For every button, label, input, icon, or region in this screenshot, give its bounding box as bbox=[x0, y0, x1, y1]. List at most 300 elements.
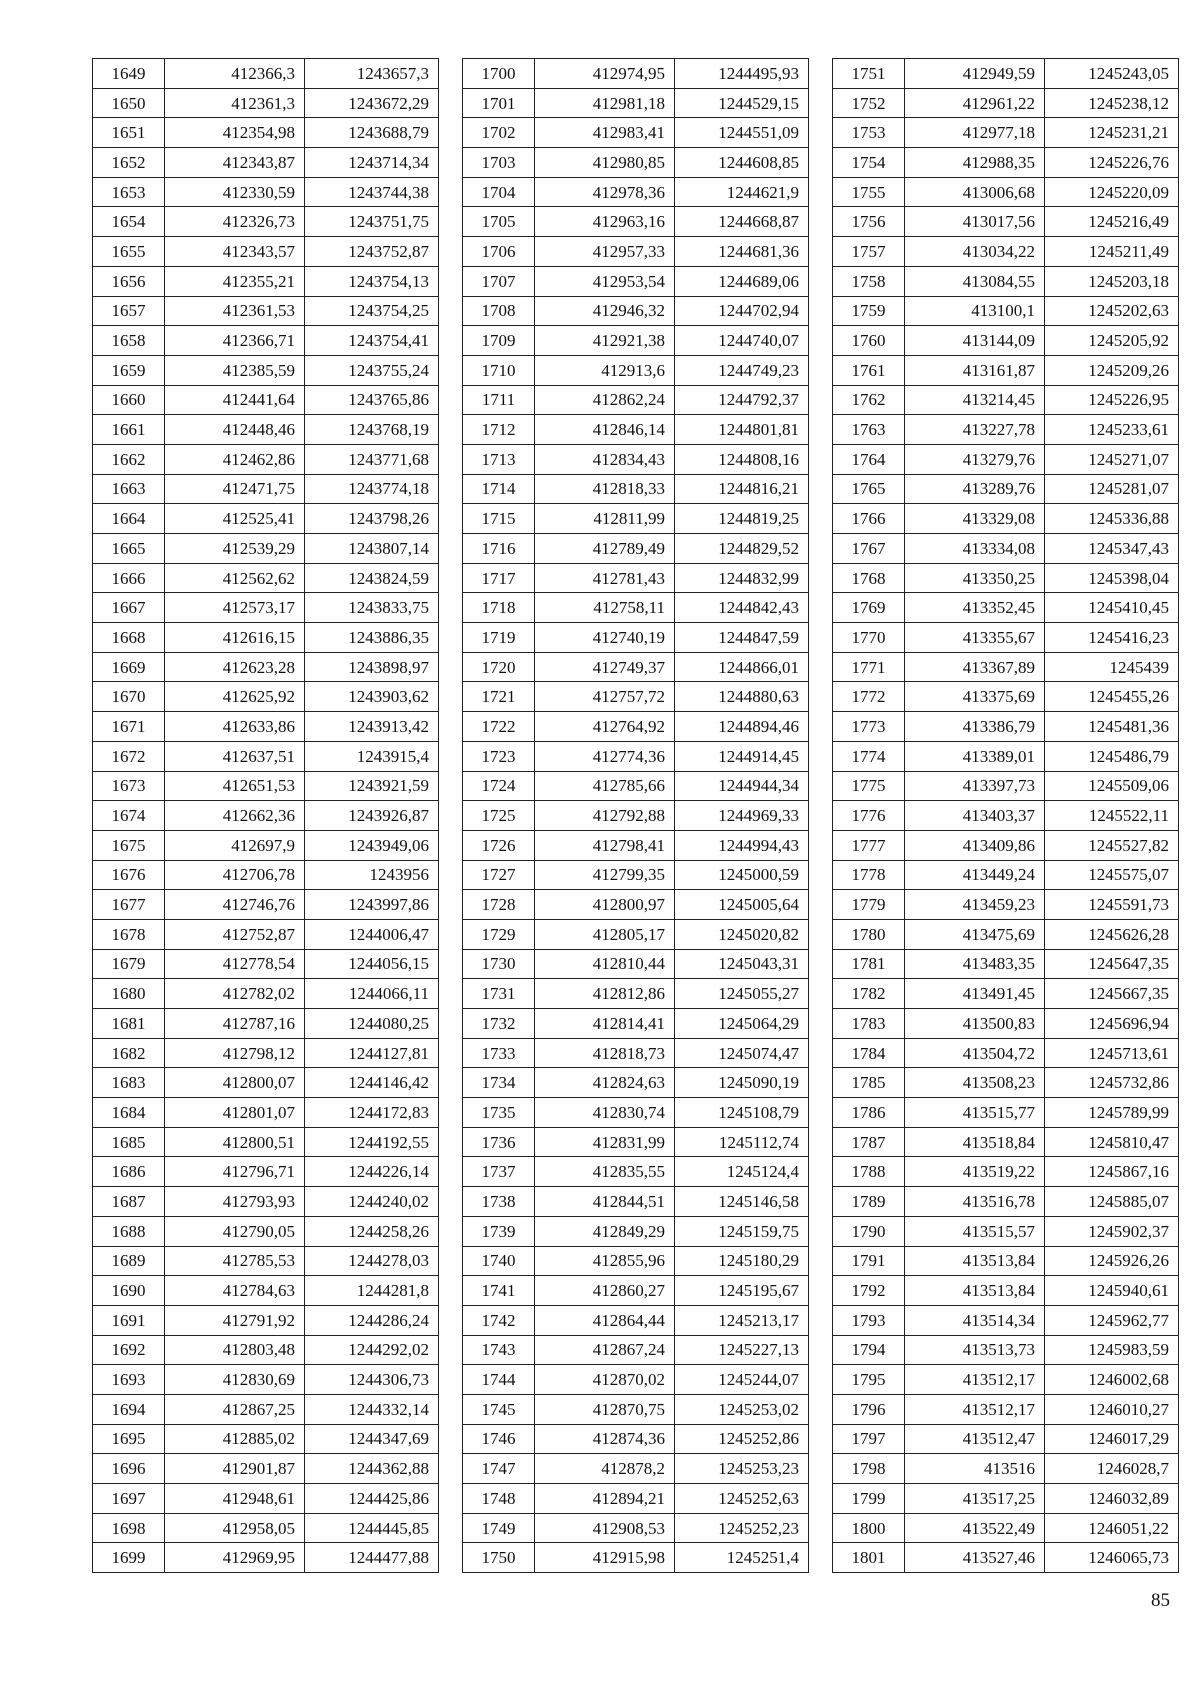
x-coordinate-cell: 412988,35 bbox=[905, 148, 1045, 178]
point-number-cell: 1709 bbox=[463, 326, 535, 356]
point-number-cell: 1652 bbox=[93, 148, 165, 178]
point-number-cell: 1756 bbox=[833, 207, 905, 237]
point-number-cell: 1721 bbox=[463, 682, 535, 712]
table-row bbox=[93, 1127, 439, 1157]
point-number-cell: 1717 bbox=[463, 563, 535, 593]
point-number-cell: 1656 bbox=[93, 266, 165, 296]
table-row bbox=[93, 237, 439, 267]
x-coordinate-cell: 412758,11 bbox=[535, 593, 675, 623]
table-row bbox=[833, 1365, 1179, 1395]
y-coordinate-cell: 1245696,94 bbox=[1045, 1009, 1179, 1039]
point-number-cell: 1745 bbox=[463, 1394, 535, 1424]
table-row bbox=[463, 682, 809, 712]
table-row bbox=[833, 177, 1179, 207]
point-number-cell: 1682 bbox=[93, 1038, 165, 1068]
table-row bbox=[463, 296, 809, 326]
table-row bbox=[833, 712, 1179, 742]
point-number-cell: 1710 bbox=[463, 355, 535, 385]
table-row bbox=[93, 623, 439, 653]
table-row bbox=[93, 1009, 439, 1039]
y-coordinate-cell: 1243898,97 bbox=[305, 652, 439, 682]
point-number-cell: 1714 bbox=[463, 474, 535, 504]
point-number-cell: 1781 bbox=[833, 949, 905, 979]
table-row bbox=[93, 1305, 439, 1335]
table-row bbox=[833, 88, 1179, 118]
y-coordinate-cell: 1244914,45 bbox=[675, 741, 809, 771]
y-coordinate-cell: 1244880,63 bbox=[675, 682, 809, 712]
point-number-cell: 1736 bbox=[463, 1127, 535, 1157]
table-row bbox=[93, 385, 439, 415]
point-number-cell: 1681 bbox=[93, 1009, 165, 1039]
y-coordinate-cell: 1244080,25 bbox=[305, 1009, 439, 1039]
x-coordinate-cell: 413500,83 bbox=[905, 1009, 1045, 1039]
point-number-cell: 1665 bbox=[93, 534, 165, 564]
point-number-cell: 1667 bbox=[93, 593, 165, 623]
y-coordinate-cell: 1245522,11 bbox=[1045, 801, 1179, 831]
y-coordinate-cell: 1245005,64 bbox=[675, 890, 809, 920]
table-row bbox=[463, 1365, 809, 1395]
y-coordinate-cell: 1243997,86 bbox=[305, 890, 439, 920]
x-coordinate-cell: 413522,49 bbox=[905, 1513, 1045, 1543]
point-number-cell: 1687 bbox=[93, 1187, 165, 1217]
table-row bbox=[463, 801, 809, 831]
table-row bbox=[93, 1157, 439, 1187]
y-coordinate-cell: 1244278,03 bbox=[305, 1246, 439, 1276]
table-row bbox=[93, 415, 439, 445]
y-coordinate-cell: 1243903,62 bbox=[305, 682, 439, 712]
table-row bbox=[833, 860, 1179, 890]
table-row bbox=[833, 148, 1179, 178]
table-row bbox=[833, 444, 1179, 474]
point-number-cell: 1658 bbox=[93, 326, 165, 356]
table-row bbox=[833, 801, 1179, 831]
x-coordinate-cell: 412831,99 bbox=[535, 1127, 675, 1157]
y-coordinate-cell: 1244529,15 bbox=[675, 88, 809, 118]
x-coordinate-cell: 412366,71 bbox=[165, 326, 305, 356]
y-coordinate-cell: 1245090,19 bbox=[675, 1068, 809, 1098]
x-coordinate-cell: 412573,17 bbox=[165, 593, 305, 623]
point-number-cell: 1672 bbox=[93, 741, 165, 771]
point-number-cell: 1758 bbox=[833, 266, 905, 296]
y-coordinate-cell: 1245226,76 bbox=[1045, 148, 1179, 178]
table-row bbox=[93, 148, 439, 178]
point-number-cell: 1685 bbox=[93, 1127, 165, 1157]
y-coordinate-cell: 1245253,23 bbox=[675, 1454, 809, 1484]
y-coordinate-cell: 1245902,37 bbox=[1045, 1216, 1179, 1246]
point-number-cell: 1786 bbox=[833, 1098, 905, 1128]
table-row bbox=[463, 59, 809, 89]
y-coordinate-cell: 1244866,01 bbox=[675, 652, 809, 682]
point-number-cell: 1773 bbox=[833, 712, 905, 742]
x-coordinate-cell: 412343,87 bbox=[165, 148, 305, 178]
table-body bbox=[833, 59, 1179, 1573]
point-number-cell: 1770 bbox=[833, 623, 905, 653]
table-row bbox=[93, 1098, 439, 1128]
point-number-cell: 1719 bbox=[463, 623, 535, 653]
point-number-cell: 1699 bbox=[93, 1543, 165, 1573]
y-coordinate-cell: 1243824,59 bbox=[305, 563, 439, 593]
point-number-cell: 1706 bbox=[463, 237, 535, 267]
x-coordinate-cell: 413375,69 bbox=[905, 682, 1045, 712]
point-number-cell: 1712 bbox=[463, 415, 535, 445]
x-coordinate-cell: 412830,69 bbox=[165, 1365, 305, 1395]
y-coordinate-cell: 1245000,59 bbox=[675, 860, 809, 890]
table-row bbox=[93, 1424, 439, 1454]
table-row bbox=[463, 830, 809, 860]
y-coordinate-cell: 1245983,59 bbox=[1045, 1335, 1179, 1365]
point-number-cell: 1763 bbox=[833, 415, 905, 445]
x-coordinate-cell: 413512,17 bbox=[905, 1394, 1045, 1424]
x-coordinate-cell: 413084,55 bbox=[905, 266, 1045, 296]
point-number-cell: 1722 bbox=[463, 712, 535, 742]
y-coordinate-cell: 1243744,38 bbox=[305, 177, 439, 207]
x-coordinate-cell: 412961,22 bbox=[905, 88, 1045, 118]
y-coordinate-cell: 1244689,06 bbox=[675, 266, 809, 296]
x-coordinate-cell: 412782,02 bbox=[165, 979, 305, 1009]
table-row bbox=[833, 266, 1179, 296]
x-coordinate-cell: 413513,73 bbox=[905, 1335, 1045, 1365]
point-number-cell: 1742 bbox=[463, 1305, 535, 1335]
x-coordinate-cell: 412385,59 bbox=[165, 355, 305, 385]
point-number-cell: 1777 bbox=[833, 830, 905, 860]
point-number-cell: 1764 bbox=[833, 444, 905, 474]
x-coordinate-cell: 412969,95 bbox=[165, 1543, 305, 1573]
x-coordinate-cell: 412787,16 bbox=[165, 1009, 305, 1039]
point-number-cell: 1738 bbox=[463, 1187, 535, 1217]
table-row bbox=[93, 1513, 439, 1543]
table-row bbox=[93, 593, 439, 623]
table-row bbox=[833, 682, 1179, 712]
x-coordinate-cell: 413475,69 bbox=[905, 919, 1045, 949]
y-coordinate-cell: 1243751,75 bbox=[305, 207, 439, 237]
x-coordinate-cell: 413513,84 bbox=[905, 1246, 1045, 1276]
y-coordinate-cell: 1243798,26 bbox=[305, 504, 439, 534]
y-coordinate-cell: 1244808,16 bbox=[675, 444, 809, 474]
x-coordinate-cell: 412361,3 bbox=[165, 88, 305, 118]
y-coordinate-cell: 1243886,35 bbox=[305, 623, 439, 653]
y-coordinate-cell: 1245591,73 bbox=[1045, 890, 1179, 920]
table-row bbox=[93, 563, 439, 593]
table-row bbox=[93, 1276, 439, 1306]
y-coordinate-cell: 1245043,31 bbox=[675, 949, 809, 979]
point-number-cell: 1670 bbox=[93, 682, 165, 712]
point-number-cell: 1718 bbox=[463, 593, 535, 623]
x-coordinate-cell: 412784,63 bbox=[165, 1276, 305, 1306]
y-coordinate-cell: 1243915,4 bbox=[305, 741, 439, 771]
x-coordinate-cell: 412908,53 bbox=[535, 1513, 675, 1543]
table-row bbox=[463, 474, 809, 504]
table-row bbox=[463, 919, 809, 949]
y-coordinate-cell: 1245233,61 bbox=[1045, 415, 1179, 445]
table-row bbox=[463, 1068, 809, 1098]
point-number-cell: 1707 bbox=[463, 266, 535, 296]
y-coordinate-cell: 1244842,43 bbox=[675, 593, 809, 623]
table-row bbox=[463, 1216, 809, 1246]
table-row bbox=[833, 741, 1179, 771]
x-coordinate-cell: 412980,85 bbox=[535, 148, 675, 178]
x-coordinate-cell: 412870,02 bbox=[535, 1365, 675, 1395]
point-number-cell: 1705 bbox=[463, 207, 535, 237]
table-row bbox=[93, 919, 439, 949]
x-coordinate-cell: 412830,74 bbox=[535, 1098, 675, 1128]
y-coordinate-cell: 1244551,09 bbox=[675, 118, 809, 148]
x-coordinate-cell: 412651,53 bbox=[165, 771, 305, 801]
y-coordinate-cell: 1244847,59 bbox=[675, 623, 809, 653]
table-row bbox=[463, 1335, 809, 1365]
table-row bbox=[463, 1246, 809, 1276]
table-row bbox=[93, 979, 439, 1009]
x-coordinate-cell: 413409,86 bbox=[905, 830, 1045, 860]
y-coordinate-cell: 1245481,36 bbox=[1045, 712, 1179, 742]
point-number-cell: 1703 bbox=[463, 148, 535, 178]
y-coordinate-cell: 1245347,43 bbox=[1045, 534, 1179, 564]
y-coordinate-cell: 1243833,75 bbox=[305, 593, 439, 623]
y-coordinate-cell: 1243657,3 bbox=[305, 59, 439, 89]
y-coordinate-cell: 1243926,87 bbox=[305, 801, 439, 831]
table-row bbox=[93, 771, 439, 801]
table-row bbox=[833, 1513, 1179, 1543]
point-number-cell: 1690 bbox=[93, 1276, 165, 1306]
x-coordinate-cell: 413034,22 bbox=[905, 237, 1045, 267]
y-coordinate-cell: 1245209,26 bbox=[1045, 355, 1179, 385]
x-coordinate-cell: 412343,57 bbox=[165, 237, 305, 267]
table-row bbox=[463, 534, 809, 564]
y-coordinate-cell: 1245867,16 bbox=[1045, 1157, 1179, 1187]
x-coordinate-cell: 412812,86 bbox=[535, 979, 675, 1009]
y-coordinate-cell: 1245180,29 bbox=[675, 1246, 809, 1276]
point-number-cell: 1789 bbox=[833, 1187, 905, 1217]
x-coordinate-cell: 412957,33 bbox=[535, 237, 675, 267]
table-row bbox=[463, 979, 809, 1009]
point-number-cell: 1676 bbox=[93, 860, 165, 890]
x-coordinate-cell: 412846,14 bbox=[535, 415, 675, 445]
y-coordinate-cell: 1245626,28 bbox=[1045, 919, 1179, 949]
table-row bbox=[833, 890, 1179, 920]
y-coordinate-cell: 1244332,14 bbox=[305, 1394, 439, 1424]
point-number-cell: 1729 bbox=[463, 919, 535, 949]
point-number-cell: 1666 bbox=[93, 563, 165, 593]
point-number-cell: 1791 bbox=[833, 1246, 905, 1276]
table-row bbox=[833, 771, 1179, 801]
table-row bbox=[833, 1068, 1179, 1098]
x-coordinate-cell: 412740,19 bbox=[535, 623, 675, 653]
point-number-cell: 1768 bbox=[833, 563, 905, 593]
y-coordinate-cell: 1244994,43 bbox=[675, 830, 809, 860]
y-coordinate-cell: 1245243,05 bbox=[1045, 59, 1179, 89]
y-coordinate-cell: 1244801,81 bbox=[675, 415, 809, 445]
point-number-cell: 1782 bbox=[833, 979, 905, 1009]
x-coordinate-cell: 412849,29 bbox=[535, 1216, 675, 1246]
point-number-cell: 1691 bbox=[93, 1305, 165, 1335]
point-number-cell: 1796 bbox=[833, 1394, 905, 1424]
x-coordinate-cell: 413515,77 bbox=[905, 1098, 1045, 1128]
table-row bbox=[833, 207, 1179, 237]
y-coordinate-cell: 1244621,9 bbox=[675, 177, 809, 207]
table-row bbox=[93, 949, 439, 979]
table-row bbox=[463, 1038, 809, 1068]
y-coordinate-cell: 1245252,23 bbox=[675, 1513, 809, 1543]
y-coordinate-cell: 1244792,37 bbox=[675, 385, 809, 415]
point-number-cell: 1735 bbox=[463, 1098, 535, 1128]
y-coordinate-cell: 1244258,26 bbox=[305, 1216, 439, 1246]
table-row bbox=[463, 326, 809, 356]
table-row bbox=[93, 118, 439, 148]
table-row bbox=[93, 88, 439, 118]
point-number-cell: 1663 bbox=[93, 474, 165, 504]
table-row bbox=[463, 1127, 809, 1157]
point-number-cell: 1787 bbox=[833, 1127, 905, 1157]
table-row bbox=[93, 890, 439, 920]
y-coordinate-cell: 1245244,07 bbox=[675, 1365, 809, 1395]
table-row bbox=[833, 1276, 1179, 1306]
y-coordinate-cell: 1244749,23 bbox=[675, 355, 809, 385]
table-row bbox=[463, 266, 809, 296]
table-row bbox=[93, 296, 439, 326]
point-number-cell: 1711 bbox=[463, 385, 535, 415]
table-row bbox=[833, 504, 1179, 534]
point-number-cell: 1715 bbox=[463, 504, 535, 534]
x-coordinate-cell: 412746,76 bbox=[165, 890, 305, 920]
x-coordinate-cell: 412948,61 bbox=[165, 1484, 305, 1514]
y-coordinate-cell: 1245575,07 bbox=[1045, 860, 1179, 890]
x-coordinate-cell: 412855,96 bbox=[535, 1246, 675, 1276]
point-number-cell: 1708 bbox=[463, 296, 535, 326]
table-row bbox=[93, 741, 439, 771]
y-coordinate-cell: 1244281,8 bbox=[305, 1276, 439, 1306]
x-coordinate-cell: 413508,23 bbox=[905, 1068, 1045, 1098]
point-number-cell: 1757 bbox=[833, 237, 905, 267]
table-row bbox=[833, 563, 1179, 593]
y-coordinate-cell: 1245789,99 bbox=[1045, 1098, 1179, 1128]
x-coordinate-cell: 412562,62 bbox=[165, 563, 305, 593]
x-coordinate-cell: 412958,05 bbox=[165, 1513, 305, 1543]
x-coordinate-cell: 413352,45 bbox=[905, 593, 1045, 623]
table-row bbox=[463, 1009, 809, 1039]
x-coordinate-cell: 413355,67 bbox=[905, 623, 1045, 653]
point-number-cell: 1760 bbox=[833, 326, 905, 356]
point-number-cell: 1695 bbox=[93, 1424, 165, 1454]
y-coordinate-cell: 1245020,82 bbox=[675, 919, 809, 949]
point-number-cell: 1694 bbox=[93, 1394, 165, 1424]
x-coordinate-cell: 412471,75 bbox=[165, 474, 305, 504]
x-coordinate-cell: 413389,01 bbox=[905, 741, 1045, 771]
point-number-cell: 1767 bbox=[833, 534, 905, 564]
point-number-cell: 1739 bbox=[463, 1216, 535, 1246]
point-number-cell: 1799 bbox=[833, 1484, 905, 1514]
table-row bbox=[463, 1098, 809, 1128]
point-number-cell: 1753 bbox=[833, 118, 905, 148]
y-coordinate-cell: 1245410,45 bbox=[1045, 593, 1179, 623]
table-row bbox=[93, 1394, 439, 1424]
table-row bbox=[93, 326, 439, 356]
table-row bbox=[463, 771, 809, 801]
x-coordinate-cell: 412539,29 bbox=[165, 534, 305, 564]
point-number-cell: 1683 bbox=[93, 1068, 165, 1098]
y-coordinate-cell: 1246010,27 bbox=[1045, 1394, 1179, 1424]
table-row bbox=[463, 1157, 809, 1187]
point-number-cell: 1684 bbox=[93, 1098, 165, 1128]
y-coordinate-cell: 1245227,13 bbox=[675, 1335, 809, 1365]
table-row bbox=[833, 830, 1179, 860]
y-coordinate-cell: 1245962,77 bbox=[1045, 1305, 1179, 1335]
y-coordinate-cell: 1245271,07 bbox=[1045, 444, 1179, 474]
table-row bbox=[93, 712, 439, 742]
point-number-cell: 1649 bbox=[93, 59, 165, 89]
point-number-cell: 1726 bbox=[463, 830, 535, 860]
coordinates-table-1 bbox=[92, 58, 439, 1573]
point-number-cell: 1720 bbox=[463, 652, 535, 682]
y-coordinate-cell: 1244944,34 bbox=[675, 771, 809, 801]
point-number-cell: 1674 bbox=[93, 801, 165, 831]
table-row bbox=[463, 385, 809, 415]
x-coordinate-cell: 413397,73 bbox=[905, 771, 1045, 801]
y-coordinate-cell: 1245108,79 bbox=[675, 1098, 809, 1128]
y-coordinate-cell: 1246065,73 bbox=[1045, 1543, 1179, 1573]
point-number-cell: 1673 bbox=[93, 771, 165, 801]
table-row bbox=[833, 237, 1179, 267]
x-coordinate-cell: 412789,49 bbox=[535, 534, 675, 564]
point-number-cell: 1795 bbox=[833, 1365, 905, 1395]
x-coordinate-cell: 412981,18 bbox=[535, 88, 675, 118]
y-coordinate-cell: 1243771,68 bbox=[305, 444, 439, 474]
point-number-cell: 1741 bbox=[463, 1276, 535, 1306]
y-coordinate-cell: 1243755,24 bbox=[305, 355, 439, 385]
y-coordinate-cell: 1245253,02 bbox=[675, 1394, 809, 1424]
x-coordinate-cell: 412799,35 bbox=[535, 860, 675, 890]
x-coordinate-cell: 412462,86 bbox=[165, 444, 305, 474]
y-coordinate-cell: 1244894,46 bbox=[675, 712, 809, 742]
x-coordinate-cell: 413386,79 bbox=[905, 712, 1045, 742]
table-row bbox=[833, 979, 1179, 1009]
x-coordinate-cell: 412867,25 bbox=[165, 1394, 305, 1424]
table-row bbox=[833, 1305, 1179, 1335]
y-coordinate-cell: 1244172,83 bbox=[305, 1098, 439, 1128]
y-coordinate-cell: 1245486,79 bbox=[1045, 741, 1179, 771]
point-number-cell: 1750 bbox=[463, 1543, 535, 1573]
x-coordinate-cell: 412774,36 bbox=[535, 741, 675, 771]
point-number-cell: 1775 bbox=[833, 771, 905, 801]
y-coordinate-cell: 1245216,49 bbox=[1045, 207, 1179, 237]
x-coordinate-cell: 412441,64 bbox=[165, 385, 305, 415]
x-coordinate-cell: 412814,41 bbox=[535, 1009, 675, 1039]
table-row bbox=[833, 1098, 1179, 1128]
x-coordinate-cell: 412798,41 bbox=[535, 830, 675, 860]
y-coordinate-cell: 1243672,29 bbox=[305, 88, 439, 118]
table-row bbox=[463, 860, 809, 890]
point-number-cell: 1688 bbox=[93, 1216, 165, 1246]
table-row bbox=[463, 118, 809, 148]
table-row bbox=[93, 1543, 439, 1573]
x-coordinate-cell: 412800,51 bbox=[165, 1127, 305, 1157]
table-row bbox=[93, 1187, 439, 1217]
point-number-cell: 1675 bbox=[93, 830, 165, 860]
table-row bbox=[463, 1424, 809, 1454]
table-row bbox=[93, 1038, 439, 1068]
table-row bbox=[463, 1305, 809, 1335]
y-coordinate-cell: 1245074,47 bbox=[675, 1038, 809, 1068]
x-coordinate-cell: 413161,87 bbox=[905, 355, 1045, 385]
x-coordinate-cell: 412870,75 bbox=[535, 1394, 675, 1424]
table-row bbox=[463, 444, 809, 474]
x-coordinate-cell: 412785,66 bbox=[535, 771, 675, 801]
x-coordinate-cell: 412616,15 bbox=[165, 623, 305, 653]
table-row bbox=[463, 1513, 809, 1543]
y-coordinate-cell: 1244969,33 bbox=[675, 801, 809, 831]
y-coordinate-cell: 1243921,59 bbox=[305, 771, 439, 801]
point-number-cell: 1748 bbox=[463, 1484, 535, 1514]
y-coordinate-cell: 1244681,36 bbox=[675, 237, 809, 267]
table-row bbox=[833, 326, 1179, 356]
